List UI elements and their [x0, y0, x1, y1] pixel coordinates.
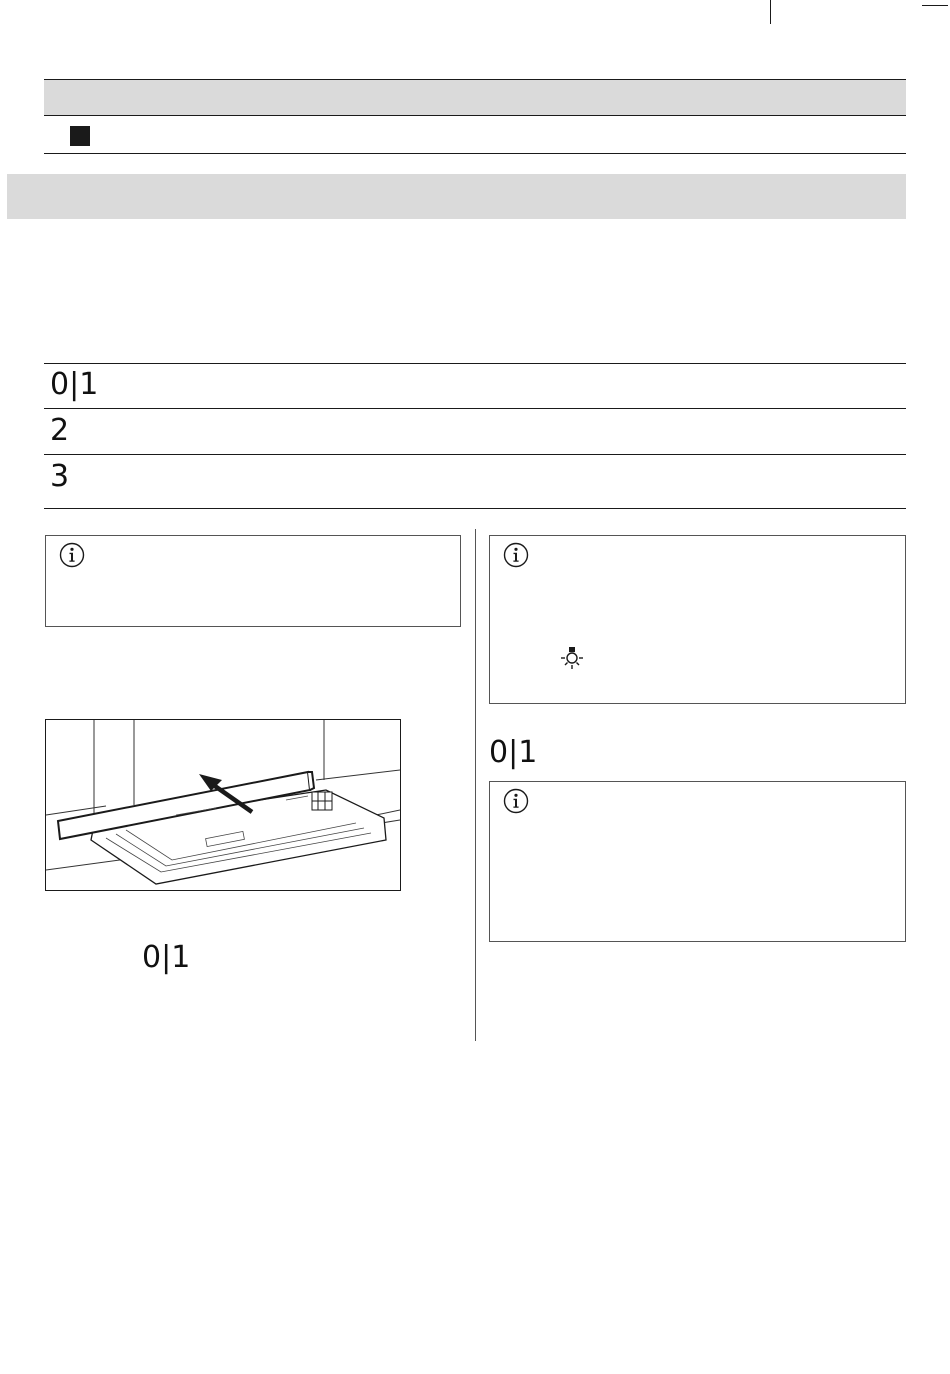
column-divider [475, 529, 476, 1041]
info-circle-icon [503, 542, 529, 568]
step-symbol-0-1: 0|1 [489, 735, 538, 770]
info-box-left [45, 535, 461, 627]
top-table-header [44, 80, 906, 115]
crop-mark-top [770, 0, 771, 24]
control-table [44, 363, 906, 509]
info-box-right-bottom [489, 781, 906, 942]
control-table-rule [44, 408, 906, 409]
control-symbol-3: 3 [50, 459, 70, 494]
control-table-rule [44, 454, 906, 455]
top-table-rule [44, 153, 906, 154]
black-square-icon [70, 126, 90, 146]
top-table-rule [44, 115, 906, 116]
info-circle-icon [59, 542, 85, 568]
section-heading-band [7, 174, 906, 219]
top-table [44, 79, 906, 154]
hood-illustration [45, 719, 401, 891]
control-symbol-0-1: 0|1 [50, 367, 99, 402]
crop-mark-right [922, 5, 948, 6]
info-box-right-top [489, 535, 906, 704]
control-table-rule [44, 508, 906, 509]
step-symbol-0-1: 0|1 [142, 940, 191, 975]
hood-drawing [46, 720, 400, 890]
control-symbol-2: 2 [50, 413, 70, 448]
control-table-rule [44, 363, 906, 364]
lamp-light-icon [559, 645, 585, 671]
info-circle-icon [503, 788, 529, 814]
